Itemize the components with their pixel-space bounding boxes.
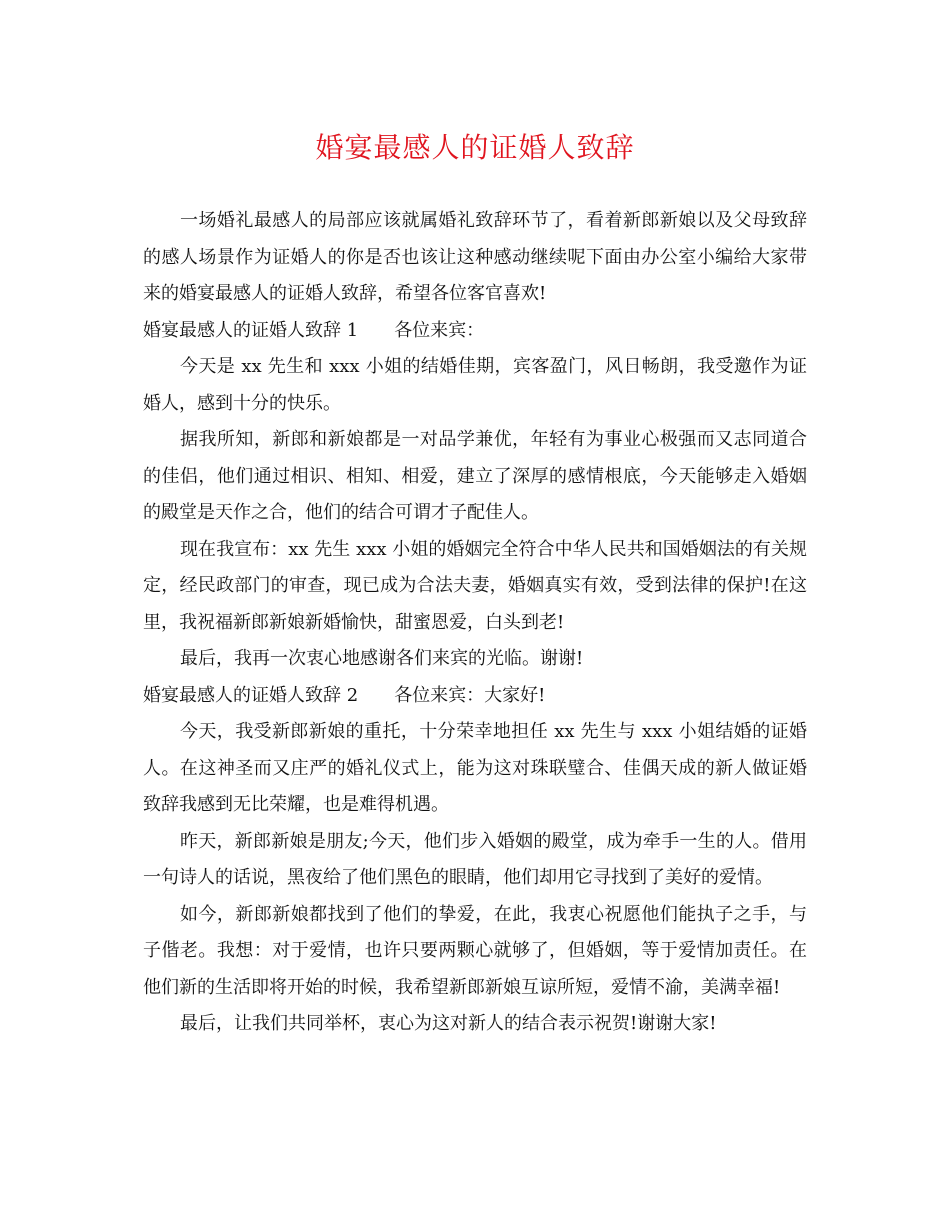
speech2-paragraph: 昨天，新郎新娘是朋友;今天，他们步入婚姻的殿堂，成为牵手一生的人。借用一句诗人的话说，黑夜给了他们黑色的眼睛，他们却用它寻找到了美好的爱情。 [143, 830, 807, 888]
intro-paragraph: 一场婚礼最感人的局部应该就属婚礼致辞环节了，看着新郎新娘以及父母致辞的感人场景作为证婚人的你是否也该让这种感动继续呢下面由办公室小编给大家带来的婚宴最感人的证婚人致辞，希望各位客官喜欢! [143, 210, 807, 304]
speech2-heading: 婚宴最感人的证婚人致辞 2 [143, 684, 359, 706]
speech2-heading-line [143, 678, 807, 715]
speech2-paragraph: 今天，我受新郎新娘的重托，十分荣幸地担任 xx 先生与 xxx 小姐结婚的证婚人。在这神圣而又庄严的婚礼仪式上，能为这对珠联璧合、佳偶天成的新人做证婚致辞我感到无比荣耀，也是难得机遇。 [143, 721, 807, 815]
speech1-greeting: 各位来宾： [394, 319, 485, 341]
speech1-paragraph: 现在我宣布：xx 先生 xxx 小姐的婚姻完全符合中华人民共和国婚姻法的有关规定，经民政部门的审查，现已成为合法夫妻，婚姻真实有效，受到法律的保护!在这里，我祝福新郎新娘新婚愉快，甜蜜恩爱，白头到老! [143, 538, 807, 633]
speech1-paragraph: 今天是 xx 先生和 xxx 小姐的结婚佳期，宾客盈门，风日畅朗，我受邀作为证婚人，感到十分的快乐。 [143, 356, 807, 414]
speech1-paragraph: 最后，我再一次衷心地感谢各们来宾的光临。谢谢! [180, 648, 584, 669]
speech2-paragraph: 最后，让我们共同举杯，衷心为这对新人的结合表示祝贺!谢谢大家! [180, 1013, 717, 1034]
speech2-greeting: 各位来宾：大家好! [394, 684, 546, 706]
document-title: 婚宴最感人的证婚人致辞 [315, 131, 635, 164]
speech2-paragraph: 如今，新郎新娘都找到了他们的挚爱，在此，我衷心祝愿他们能执子之手，与子偕老。我想：对于爱情，也许只要两颗心就够了，但婚姻，等于爱情加责任。在他们新的生活即将开始的时候，我希望新郎新娘互谅所短，爱情不渝，美满幸福! [143, 903, 807, 998]
document-body [143, 203, 807, 1043]
speech1-heading-line [143, 313, 807, 350]
speech1-paragraph: 据我所知，新郎和新娘都是一对品学兼优，年轻有为事业心极强而又志同道合的佳侣，他们通过相识、相知、相爱，建立了深厚的感情根底，今天能够走入婚姻的殿堂是天作之合，他们的结合可谓才子配佳人。 [143, 429, 807, 523]
speech1-heading: 婚宴最感人的证婚人致辞 1 [143, 319, 359, 341]
